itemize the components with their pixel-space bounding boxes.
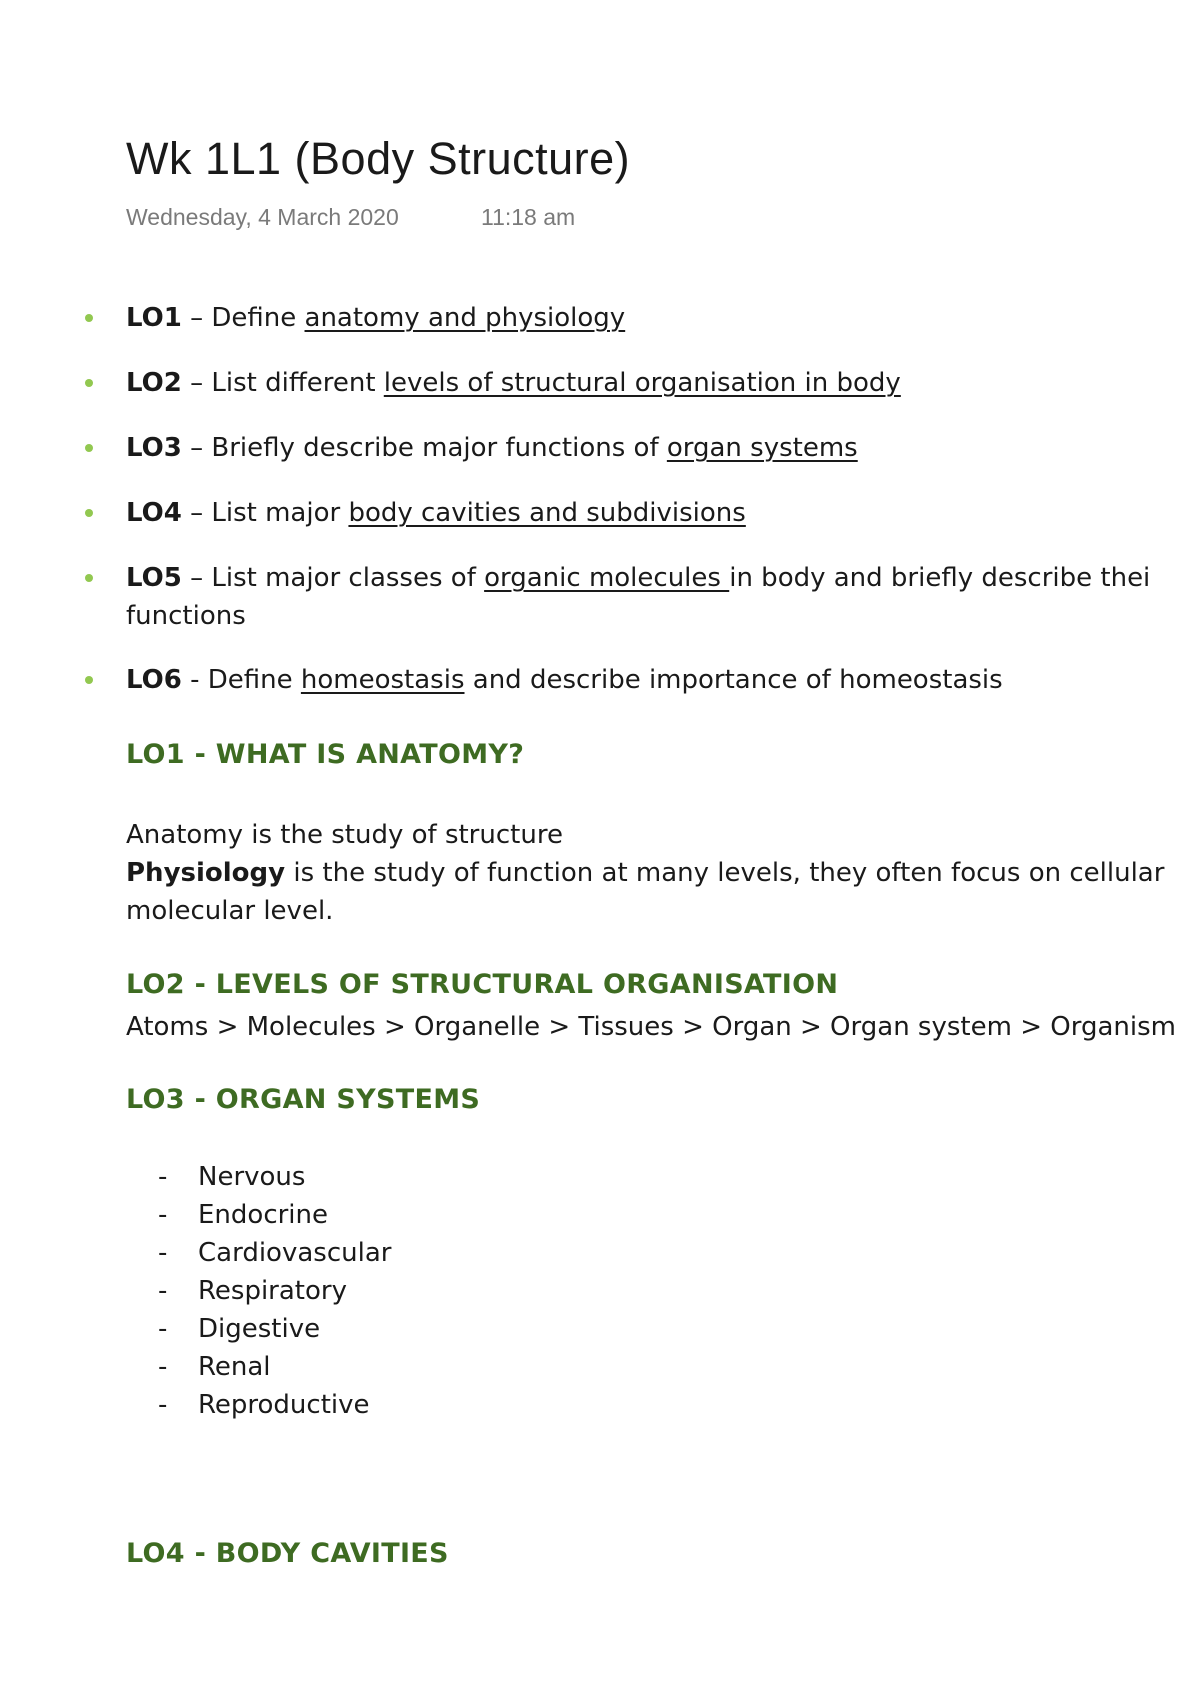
bullet-icon: [85, 314, 93, 322]
objective-term: homeostasis: [300, 665, 465, 695]
organ-system-label: Respiratory: [198, 1276, 347, 1306]
objective-lo3: [126, 429, 1200, 467]
bullet-icon: [85, 574, 93, 582]
objective-lo1: [126, 299, 1200, 337]
section-heading-lo4: LO4 - BODY CAVITIES: [126, 1538, 449, 1569]
list-item: [158, 1348, 271, 1386]
list-item: [158, 1158, 305, 1196]
section-heading-lo2: LO2 - LEVELS OF STRUCTURAL ORGANISATION: [126, 969, 839, 1000]
page-date: Wednesday, 4 March 2020: [126, 204, 399, 230]
list-item: [158, 1310, 320, 1348]
list-item: [158, 1196, 328, 1234]
objective-rest: in body and briefly describe thei: [729, 563, 1151, 593]
physiology-continuation: molecular level.: [126, 896, 334, 926]
bullet-icon: [85, 676, 93, 684]
objective-text: – List major classes of: [181, 563, 485, 593]
organ-system-label: Reproductive: [198, 1390, 370, 1420]
physiology-term: Physiology: [126, 858, 286, 888]
objective-term: organ systems: [666, 433, 858, 463]
organ-system-label: Renal: [198, 1352, 271, 1382]
objective-text: – List major: [181, 498, 349, 528]
organisation-levels: Atoms > Molecules > Organelle > Tissues > Organ > Organ system > Organism: [126, 1012, 1176, 1042]
objective-rest: and describe importance of homeostasis: [464, 665, 1003, 695]
objective-lo2: [126, 364, 1200, 402]
physiology-text: is the study of function at many levels, they often focus on cellular: [285, 858, 1165, 888]
section-heading-lo1: LO1 - WHAT IS ANATOMY?: [126, 739, 525, 770]
objective-term: body cavities and subdivisions: [348, 498, 746, 528]
list-item: [158, 1234, 391, 1272]
dash-marker: -: [158, 1238, 168, 1268]
organ-system-label: Cardiovascular: [198, 1238, 392, 1268]
section-heading-lo3: LO3 - ORGAN SYSTEMS: [126, 1084, 481, 1115]
organ-system-label: Nervous: [198, 1162, 306, 1192]
bullet-icon: [85, 509, 93, 517]
page-time: 11:18 am: [481, 204, 576, 230]
objective-code: LO5: [126, 563, 182, 593]
objective-lo6: [126, 661, 1200, 699]
objective-code: LO3: [126, 433, 182, 463]
physiology-definition: [126, 854, 1200, 892]
objective-term: organic molecules: [484, 563, 730, 593]
organ-system-label: Digestive: [198, 1314, 321, 1344]
dash-marker: -: [158, 1352, 168, 1382]
dash-marker: -: [158, 1200, 168, 1230]
dash-marker: -: [158, 1162, 168, 1192]
organ-system-label: Endocrine: [198, 1200, 328, 1230]
bullet-icon: [85, 444, 93, 452]
objective-code: LO2: [126, 368, 182, 398]
dash-marker: -: [158, 1314, 168, 1344]
list-item: [158, 1272, 347, 1310]
objective-lo5-continuation: functions: [126, 601, 246, 631]
objective-term: levels of structural organisation in body: [383, 368, 901, 398]
page-title: Wk 1L1 (Body Structure): [126, 133, 631, 184]
objective-term: anatomy and physiology: [304, 303, 626, 333]
anatomy-definition: Anatomy is the study of structure: [126, 820, 563, 850]
list-item: [158, 1386, 370, 1424]
objective-text: – Briefly describe major functions of: [181, 433, 667, 463]
objective-text: – List different: [181, 368, 384, 398]
objective-code: LO1: [126, 303, 182, 333]
objective-lo5: [126, 559, 1200, 597]
dash-marker: -: [158, 1390, 168, 1420]
objective-text: – Define: [181, 303, 305, 333]
bullet-icon: [85, 379, 93, 387]
objective-code: LO6: [126, 665, 182, 695]
objective-lo4: [126, 494, 1200, 532]
objective-code: LO4: [126, 498, 182, 528]
objective-text: - Define: [181, 665, 301, 695]
dash-marker: -: [158, 1276, 168, 1306]
